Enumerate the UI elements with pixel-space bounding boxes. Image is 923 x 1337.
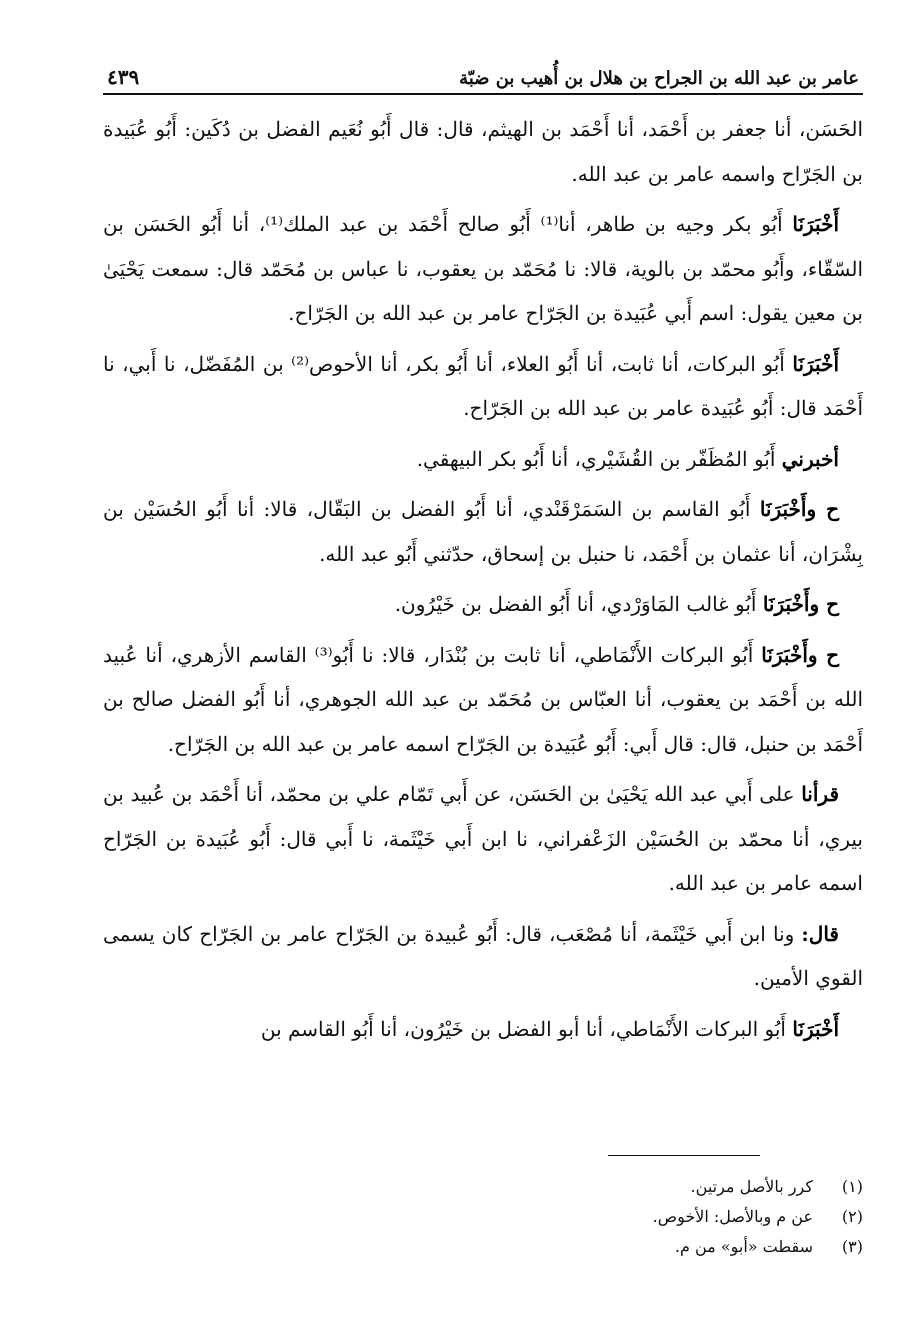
book-page	[103, 55, 863, 1057]
paragraph-text: أَبُو القاسم بن السَمَرْقَنْدي، أنا أَبُو الفضل بن البَقّال، قالا: أنا أَبُو الحُسَيْن بن بِشْرَان، أنا عثمان بن أَحْمَد، نا حنبل بن إسحاق، حدّثني أَبُو عبد الله.	[103, 497, 863, 566]
paragraph	[103, 1007, 863, 1052]
paragraph-text: أَبُو المُظَفّر بن القُشَيْري، أنا أَبُو بكر البيهقي.	[416, 446, 776, 471]
page-number: ٤٣٩	[107, 65, 140, 89]
footnotes	[103, 1172, 863, 1262]
paragraph-lead: ح وأَخْبَرَنَا	[759, 497, 839, 521]
paragraph	[103, 202, 863, 336]
running-header	[103, 55, 863, 95]
footnote-number: (١)	[841, 1177, 863, 1196]
paragraph	[103, 107, 863, 196]
paragraph-text: أَبُو بكر وجيه بن طاهر، أنا⁽¹⁾ أَبُو صالح أَحْمَد بن عبد الملك⁽¹⁾، أنا أَبُو الحَسَن بن السّقّاء، وأَبُو محمّد بن بالوية، قالا: نا مُحَمّد بن يعقوب، نا عباس بن مُحَمّد قال: سمعت يَحْيَىٰ بن معين يقول: اسم أَبي عُبَيدة بن الجَرّاح عامر بن عبد الله بن الجَرّاح.	[103, 212, 863, 325]
paragraph-text: أَبُو غالب المَاوَرْدي، أنا أَبُو الفضل بن خَيْرُون.	[394, 592, 757, 616]
paragraph	[103, 437, 863, 482]
paragraph	[103, 633, 863, 767]
footnote	[103, 1232, 863, 1262]
paragraph-text: أَبُو البركات الأَنْمَاطي، أنا أبو الفضل بن خَيْرُون، أنا أَبُو القاسم بن	[260, 1016, 786, 1041]
paragraph	[103, 582, 863, 627]
paragraph-text: الحَسَن، أنا جعفر بن أَحْمَد، أنا أَحْمَد بن الهيثم، قال: قال أَبُو نُعَيم الفضل بن دُكَين: أَبُو عُبَيدة بن الجَرّاح واسمه عامر بن عبد الله.	[103, 117, 863, 186]
paragraph-lead: قال:	[801, 921, 839, 946]
footnote-number: (٢)	[841, 1207, 863, 1226]
paragraph-lead: أَخْبَرَنَا	[792, 351, 840, 376]
footnote	[103, 1172, 863, 1202]
paragraph-lead: ح وأَخْبَرَنَا	[762, 592, 839, 616]
footnote-number: (٣)	[841, 1237, 863, 1256]
paragraph	[103, 912, 863, 1001]
running-title: عامر بن عبد الله بن الجراح بن هلال بن أُهيب بن ضبّة	[459, 68, 859, 89]
paragraph	[103, 772, 863, 906]
footnote-text: كرر بالأصل مرتين.	[690, 1177, 813, 1196]
footnote-text: سقطت «أبو» من م.	[674, 1237, 813, 1256]
footnote-text: عن م وبالأصل: الأخوص.	[652, 1207, 813, 1226]
paragraph-text: أَبُو البركات الأَنْمَاطي، أنا ثابت بن بُنْدَار، قالا: نا أَبُو⁽³⁾ القاسم الأزهري، أنا عُبيد الله بن أَحْمَد بن يعقوب، أنا العبّاس بن مُحَمّد بن عبد الله الجوهري، أنا أَبُو الفضل صالح بن أَحْمَد بن حنبل، قال: قال أَبي: أَبُو عُبَيدة بن الجَرّاح اسمه عامر بن عبد الله بن الجَرّاح.	[103, 642, 864, 756]
paragraph-text: على أَبي عبد الله يَحْيَىٰ بن الحَسَن، عن أَبي تَمّام علي بن محمّد، أنا أَحْمَد بن عُبيد بن بيري، أنا محمّد بن الحُسَيْن الزَعْفراني، نا ابن أَبي خَيْثَمة، نا أَبي قال: أَبُو عُبَيدة بن الجَرّاح اسمه عامر بن عبد الله.	[103, 782, 863, 895]
paragraph-text: ونا ابن أَبي خَيْثَمة، أنا مُصْعَب، قال: أَبُو عُبيدة بن الجَرّاح عامر بن الجَرّاح كان يسمى القوي الأمين.	[103, 921, 863, 990]
paragraph-lead: ح وأَخْبَرَنَا	[761, 642, 839, 667]
footnote-divider	[608, 1155, 760, 1156]
paragraph	[103, 342, 863, 431]
footnote	[103, 1202, 863, 1232]
paragraph-lead: قرأنا	[801, 782, 839, 806]
paragraph-text: أَبُو البركات، أنا ثابت، أنا أَبُو العلاء، أنا أَبُو بكر، أنا الأحوص⁽²⁾ بن المُفَضّل، نا أَبي، نا أَحْمَد قال: أَبُو عُبَيدة عامر بن عبد الله بن الجَرّاح.	[103, 351, 863, 420]
paragraph-lead: أخبرني	[781, 446, 839, 471]
paragraph	[103, 487, 863, 576]
main-text	[103, 107, 863, 1051]
paragraph-lead: أَخْبَرَنَا	[792, 1016, 839, 1041]
paragraph-lead: أَخْبَرَنَا	[792, 212, 839, 236]
